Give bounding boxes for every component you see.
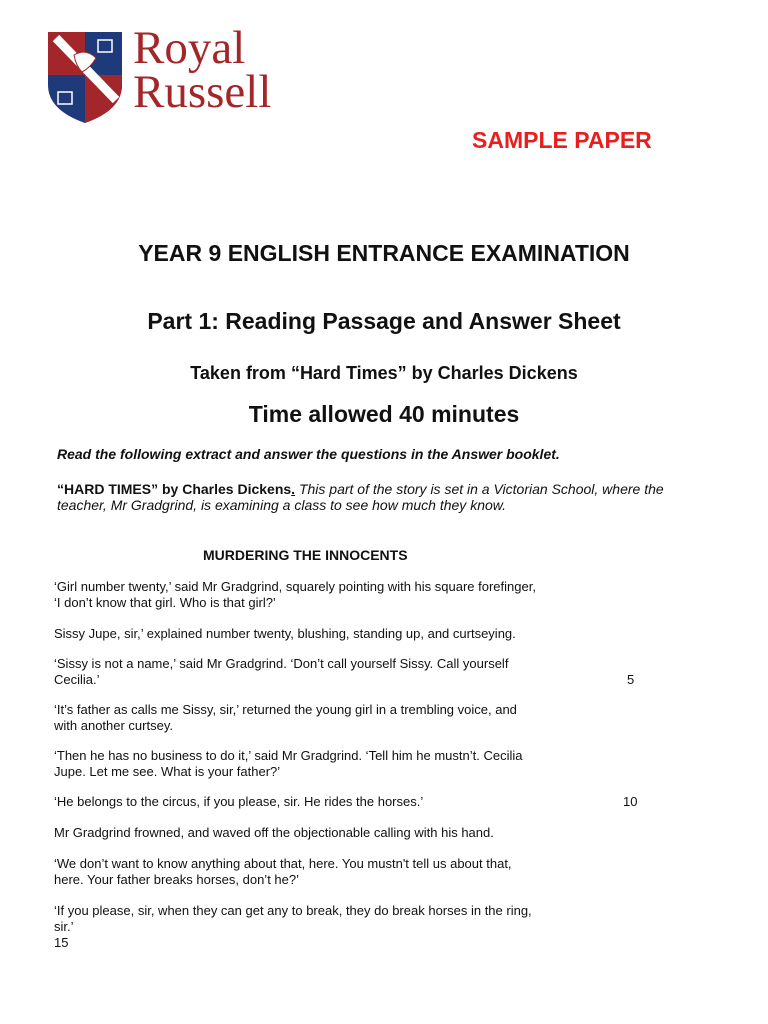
logo-wordmark [133, 22, 272, 118]
passage-line: ‘I don’t know that girl. Who is that girl?’ [54, 595, 276, 610]
passage-line: Cecilia.’ [54, 672, 100, 687]
line-number: 5 [627, 672, 635, 687]
passage-line: ‘He belongs to the circus, if you please, sir. He rides the horses.’ [54, 794, 424, 809]
passage-line: ‘Then he has no business to do it,’ said Mr Gradgrind. ‘Tell him he mustn’t. Cecilia [54, 748, 523, 763]
passage-paragraph [54, 748, 594, 780]
passage-paragraph [54, 626, 594, 642]
part-title: Part 1: Reading Passage and Answer Sheet [147, 308, 621, 334]
passage-paragraph [54, 702, 594, 734]
intro-paragraph [57, 481, 697, 513]
passage-paragraph [54, 579, 594, 611]
source-line: Taken from “Hard Times” by Charles Dickens [190, 363, 578, 383]
line-number: 10 [623, 794, 638, 809]
passage-line: ‘Girl number twenty,’ said Mr Gradgrind, squarely pointing with his square forefinger, [54, 579, 536, 594]
shield-crest-icon [46, 30, 126, 125]
passage-line: ‘Sissy is not a name,’ said Mr Gradgrind. ‘Don’t call yourself Sissy. Call yourself [54, 656, 509, 671]
intro-text: This part of the story is set in a Victorian School, where the teacher, Mr Gradgrind, is examining a class to see how much they know. [57, 481, 664, 513]
exam-title: YEAR 9 ENGLISH ENTRANCE EXAMINATION [138, 240, 630, 266]
passage-line: ‘It’s father as calls me Sissy, sir,’ returned the young girl in a trembling voice, and [54, 702, 517, 717]
passage-line-number: 15 [54, 935, 69, 950]
passage-paragraph [54, 794, 594, 810]
passage-paragraph [54, 856, 594, 888]
passage-paragraph [54, 656, 594, 688]
logo-line-royal: Royal [133, 22, 246, 74]
logo-line-russell: Russell [133, 66, 272, 118]
school-logo [46, 22, 296, 125]
passage-paragraph [54, 825, 594, 841]
instruction-text: Read the following extract and answer the questions in the Answer booklet. [57, 446, 560, 462]
intro-title: “HARD TIMES” by Charles Dickens [57, 481, 292, 497]
sample-paper-label: SAMPLE PAPER [472, 127, 652, 153]
time-allowed: Time allowed 40 minutes [248, 401, 520, 427]
passage-line: sir.’ [54, 919, 74, 934]
passage-line: Jupe. Let me see. What is your father?’ [54, 764, 281, 779]
intro-mark: . [291, 481, 296, 497]
passage-line: ‘If you please, sir, when they can get any to break, they do break horses in the ring, [54, 903, 532, 918]
passage-line: Mr Gradgrind frowned, and waved off the objectionable calling with his hand. [54, 825, 494, 840]
passage-line: Sissy Jupe, sir,’ explained number twenty, blushing, standing up, and curtseying. [54, 626, 516, 641]
section-heading: MURDERING THE INNOCENTS [203, 547, 408, 563]
passage-line: ‘We don’t want to know anything about that, here. You mustn't tell us about that, [54, 856, 512, 871]
passage-line: here. Your father breaks horses, don’t he?’ [54, 872, 299, 887]
passage-line: with another curtsey. [54, 718, 173, 733]
passage-paragraph [54, 903, 594, 951]
